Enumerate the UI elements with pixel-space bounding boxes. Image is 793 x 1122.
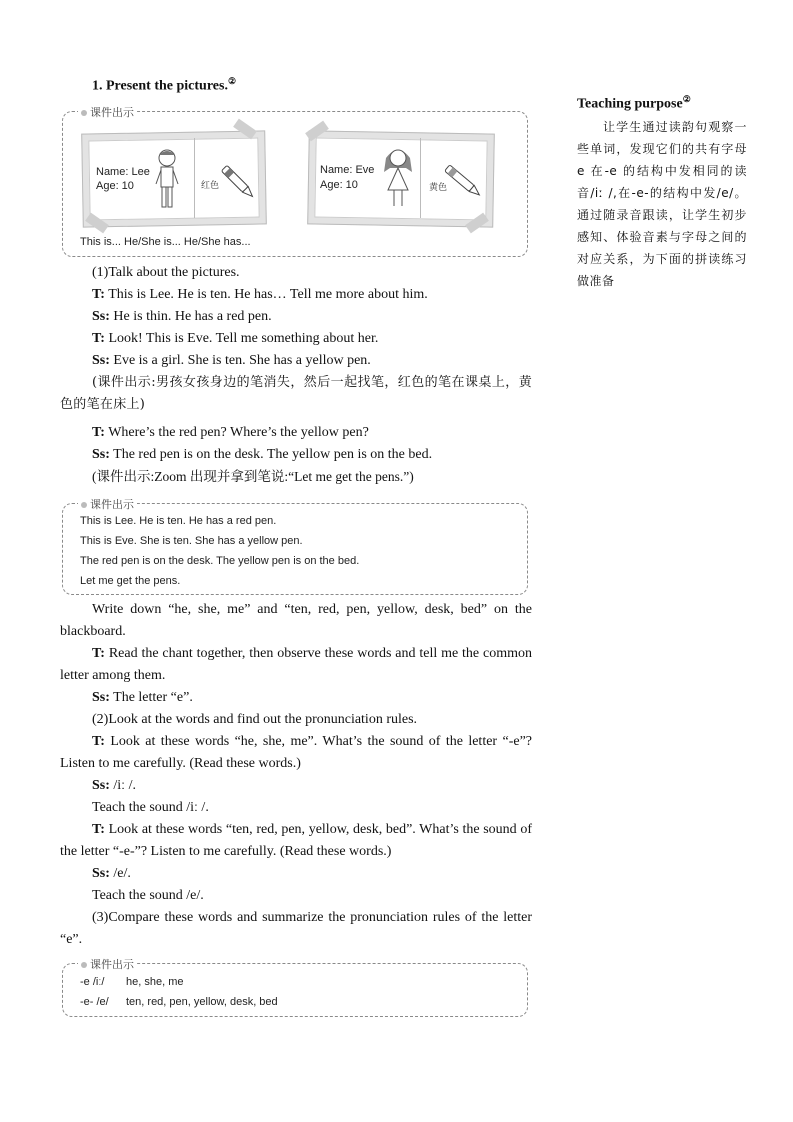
line-talk-about: (1)Talk about the pictures. <box>92 265 240 280</box>
courseware-note-zoom: (课件出示:Zoom 出现并拿到笔说:“Let me get the pens.”) <box>92 469 414 484</box>
dialog-line: Ss: /e/. <box>92 866 131 881</box>
dialog-line: Ss: He is thin. He has a red pen. <box>92 309 272 324</box>
dialog-line: Ss: The letter “e”. <box>92 690 193 705</box>
red-pen-icon <box>218 160 260 206</box>
dialog-line: Ss: /iː /. <box>92 778 136 793</box>
color-label-yellow: 黄色 <box>429 183 448 193</box>
yellow-pen-icon <box>444 158 484 206</box>
line-teach-e: Teach the sound /e/. <box>92 888 204 903</box>
courseware-note-cn: (课件出示:男孩女孩身边的笔消失，然后一起找笔，红色的笔在课桌上，黄色的笔在床上) <box>60 375 532 412</box>
dialog-line: T: Where’s the red pen? Where’s the yellow pen? <box>92 425 369 440</box>
line-teach-i: Teach the sound /iː /. <box>92 800 209 815</box>
section-heading: 1. Present the pictures.② <box>92 76 237 94</box>
teaching-purpose-text: 让学生通过读韵句观察一些单词，发现它们的共有字母 e 在-e 的结构中发相同的读音/iː /,在-e-的结构中发/e/。通过随录音跟读，让学生初步感知、体验音素与字母之间的对应关系，为下面的拼读练习做准备 <box>577 120 747 288</box>
courseware-label: 课件出示 <box>78 956 137 972</box>
box2-line: Let me get the pens. <box>80 575 181 587</box>
card-name-eve: Name: Eve <box>320 164 375 176</box>
courseware-label: 课件出示 <box>78 104 137 120</box>
line-look-words: (2)Look at the words and find out the pronunciation rules. <box>92 712 418 727</box>
card-age-eve: Age: 10 <box>320 179 358 191</box>
dialog-line: Ss: Eve is a girl. She is ten. She has a yellow pen. <box>92 353 371 368</box>
para-t-ten: T: Look at these words “ten, red, pen, yellow, desk, bed”. What’s the sound of the letter “-e-”? Listen to me carefully. (Read these words.) <box>60 822 532 859</box>
para-compare: (3)Compare these words and summarize the pronunciation rules of the letter “e”. <box>60 910 532 947</box>
para-write-down: Write down “he, she, me” and “ten, red, pen, yellow, desk, bed” on the blackboard. <box>60 602 532 639</box>
dialog-line: T: This is Lee. He is ten. He has… Tell me more about him. <box>92 287 428 302</box>
box2-line: The red pen is on the desk. The yellow pen is on the bed. <box>80 555 360 567</box>
girl-figure-icon <box>380 144 416 210</box>
para-t-he: T: Look at these words “he, she, me”. What’s the sound of the letter “-e”? Listen to me carefully. (Read these words.) <box>60 734 532 771</box>
dialog-line: Ss: The red pen is on the desk. The yellow pen is on the bed. <box>92 447 433 462</box>
card-age-lee: Age: 10 <box>96 180 134 192</box>
box1-caption: This is... He/She is... He/She has... <box>80 236 251 248</box>
box2-line: This is Eve. She is ten. She has a yellow pen. <box>80 535 303 547</box>
teaching-purpose-title: Teaching purpose② <box>577 94 691 112</box>
rule-row: -e /iː/ he, she, me <box>80 976 184 988</box>
card-name-lee: Name: Lee <box>96 166 150 178</box>
color-label-red: 红色 <box>201 181 220 191</box>
boy-figure-icon <box>152 146 182 216</box>
dialog-line: T: Look! This is Eve. Tell me something about her. <box>92 331 379 346</box>
courseware-label: 课件出示 <box>78 496 137 512</box>
para-t-chant: T: Read the chant together, then observe these words and tell me the common letter among them. <box>60 646 532 683</box>
rule-row: -e- /e/ ten, red, pen, yellow, desk, bed <box>80 996 278 1008</box>
box2-line: This is Lee. He is ten. He has a red pen. <box>80 515 277 527</box>
